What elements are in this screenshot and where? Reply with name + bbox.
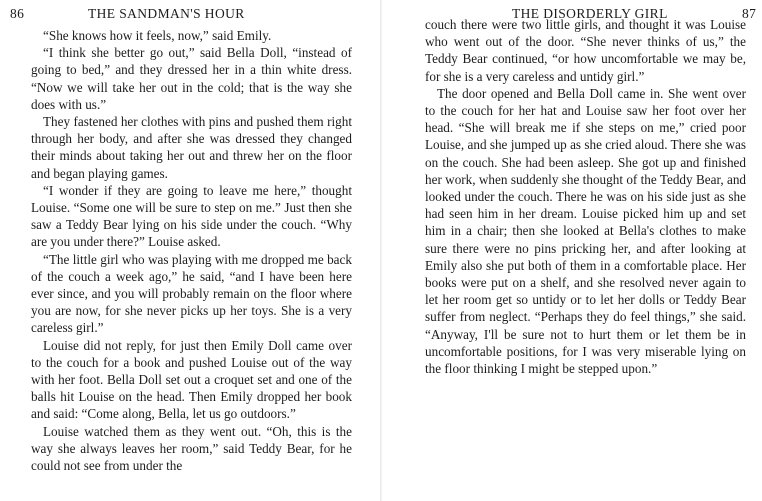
left-page-number: 86	[10, 6, 25, 21]
paragraph: The door opened and Bella Doll came in. She went over to the couch for her hat and Louise saw her foot over her head. “She will break me if she steps on me,” cried poor Louise, and she jumped up as she cried aloud. There she was on the couch. She had been asleep. She got up and finished her work, when suddenly she thought of the Teddy Bear, and looked under the couch. There he was on his side just as she had seen him in her dream. Louise picked him up and set him in a chair; then she looked at Bella's clothes to make sure there were no pins pricking her, and after looking at Emily also she put both of them in a comfortable place. Her books were put on a shelf, and she resolved never again to let her room get so untidy or to let her dolls or Teddy Bear suffer from neglect. “Perhaps they do feel things,” she said. “Anyway, I'll be sure not to hurt them or let them be in uncomfortable positions, for I was very miserable lying on the floor thinking I might be stepped upon.”	[425, 85, 746, 377]
paragraph: Louise did not reply, for just then Emily Doll came over to the couch for a book and pushed Louise out of the way with her foot. Bella Doll set out a croquet set and one of the balls hit Louise on the head. Then Emily dropped her book and said: “Come along, Bella, let us go outdoors.”	[31, 337, 352, 422]
right-page-body	[425, 16, 746, 377]
paragraph: “I wonder if they are going to leave me here,” thought Louise. “Some one will be sure to step on me.” Just then she saw a Teddy Bear lying on his side under the couch. “Why are you under there?” Louise asked.	[31, 182, 352, 250]
paragraph: couch there were two little girls, and thought it was Louise who went out of the door. “She never thinks of us,” the Teddy Bear continued, “or how uncomfortable we may be, for she is a very careless and untidy girl.”	[425, 17, 746, 84]
paragraph: “The little girl who was playing with me dropped me back of the couch a week ago,” he said, “and I have been here ever since, and you will probably remain on the floor where you are now, for she never picks up her toys. She is a very careless girl.”	[31, 251, 352, 336]
right-running-head: THE DISORDERLY GIRL	[512, 6, 668, 21]
paragraph: Louise watched them as they went out. “Oh, this is the way she always leaves her room,” said Teddy Bear, for he could not see from under the	[31, 423, 352, 474]
paragraph: “She knows how it feels, now,” said Emily.	[43, 28, 272, 43]
right-page	[381, 0, 762, 501]
left-page-body	[31, 27, 352, 474]
paragraph: “I think she better go out,” said Bella Doll, “instead of going to bed,” and they dressed her in a thin white dress. “Now we will take her out in the cold; that is the way she does with us.”	[31, 45, 352, 112]
paragraph: They fastened her clothes with pins and pushed them right through her body, and after she was dressed they changed their minds about taking her out and threw her on the floor and began playing games.	[31, 114, 352, 181]
left-running-head: THE SANDMAN'S HOUR	[88, 6, 245, 21]
right-page-number: 87	[742, 6, 757, 21]
